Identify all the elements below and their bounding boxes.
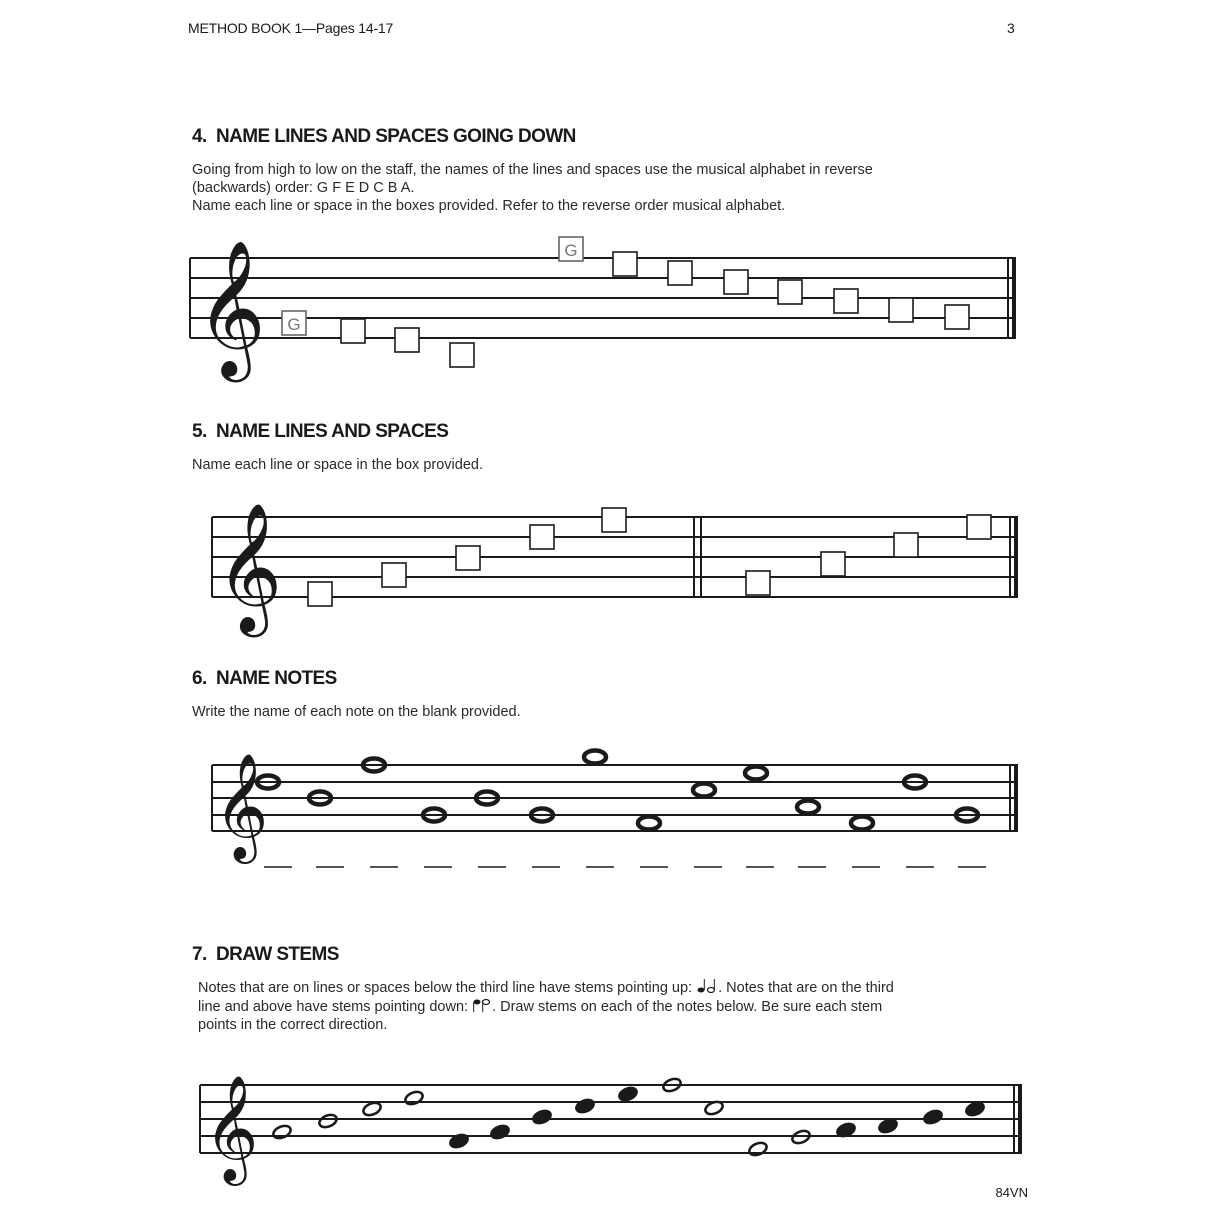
answer-box	[308, 582, 332, 606]
treble-clef-icon: 𝄞	[214, 752, 269, 859]
treble-clef-icon: 𝄞	[204, 1074, 259, 1181]
half-note	[404, 1090, 425, 1107]
example-label: G	[287, 315, 301, 334]
whole-note	[584, 751, 606, 764]
section-6-instructions: Write the name of each note on the blank provided.	[192, 704, 521, 720]
section-7-title: 7. DRAW STEMS	[192, 944, 339, 965]
answer-box	[889, 298, 913, 322]
staff-7	[200, 1074, 1025, 1181]
answer-box	[341, 319, 365, 343]
answer-box	[746, 571, 770, 595]
section-5-title: 5. NAME LINES AND SPACES	[192, 421, 449, 442]
answer-box	[456, 546, 480, 570]
staff-6	[212, 745, 1022, 880]
whole-note	[638, 817, 660, 830]
treble-clef-icon: 𝄞	[196, 238, 266, 376]
whole-note	[797, 801, 819, 814]
example-label: G	[564, 241, 578, 260]
section-5-instructions: Name each line or space in the box provided.	[192, 457, 483, 473]
section-4-instructions: Going from high to low on the staff, the names of the lines and spaces use the musical alphabet in reverse (backwards) order: G F E D C B A. Name each line or space in the boxes provided. Refer to the reverse order musical alphabet.	[192, 162, 873, 214]
staff-5	[212, 502, 1022, 632]
whole-note	[851, 817, 873, 830]
half-note	[272, 1124, 293, 1141]
stems-down-example-icon	[472, 997, 492, 1013]
quarter-note	[923, 1109, 944, 1126]
answer-box	[602, 508, 626, 532]
answer-box	[945, 305, 969, 329]
quarter-note	[878, 1118, 899, 1135]
quarter-note	[575, 1098, 596, 1115]
answer-box	[382, 563, 406, 587]
answer-box	[613, 252, 637, 276]
answer-box	[967, 515, 991, 539]
whole-note	[693, 784, 715, 797]
answer-box	[724, 270, 748, 294]
answer-box	[530, 525, 554, 549]
quarter-note	[490, 1124, 511, 1141]
treble-clef-icon: 𝄞	[216, 502, 283, 632]
section-7-instructions: Notes that are on lines or spaces below the third line have stems pointing up: . Notes that are on the third line and above have stems pointing down: . Draw stems on each of the notes below. Be sure each stem points in the correct direction.	[198, 980, 894, 1033]
half-note	[748, 1141, 769, 1158]
stems-up-example-icon	[696, 978, 718, 994]
answer-box	[450, 343, 474, 367]
staff-4	[190, 230, 1020, 375]
answer-box	[778, 280, 802, 304]
half-note	[362, 1101, 383, 1118]
whole-note	[745, 767, 767, 780]
header-title: METHOD BOOK 1—Pages 14-17	[188, 20, 394, 36]
answer-box	[668, 261, 692, 285]
answer-box	[894, 533, 918, 557]
half-note	[318, 1113, 339, 1130]
section-6-title: 6. NAME NOTES	[192, 668, 337, 689]
answer-box	[821, 552, 845, 576]
answer-box	[395, 328, 419, 352]
section-4-title: 4. NAME LINES AND SPACES GOING DOWN	[192, 126, 576, 147]
page-number: 3	[1007, 20, 1015, 36]
footer-code: 84VN	[995, 1185, 1028, 1200]
quarter-note	[618, 1086, 639, 1103]
quarter-note	[965, 1101, 986, 1118]
answer-box	[834, 289, 858, 313]
quarter-note	[532, 1109, 553, 1126]
